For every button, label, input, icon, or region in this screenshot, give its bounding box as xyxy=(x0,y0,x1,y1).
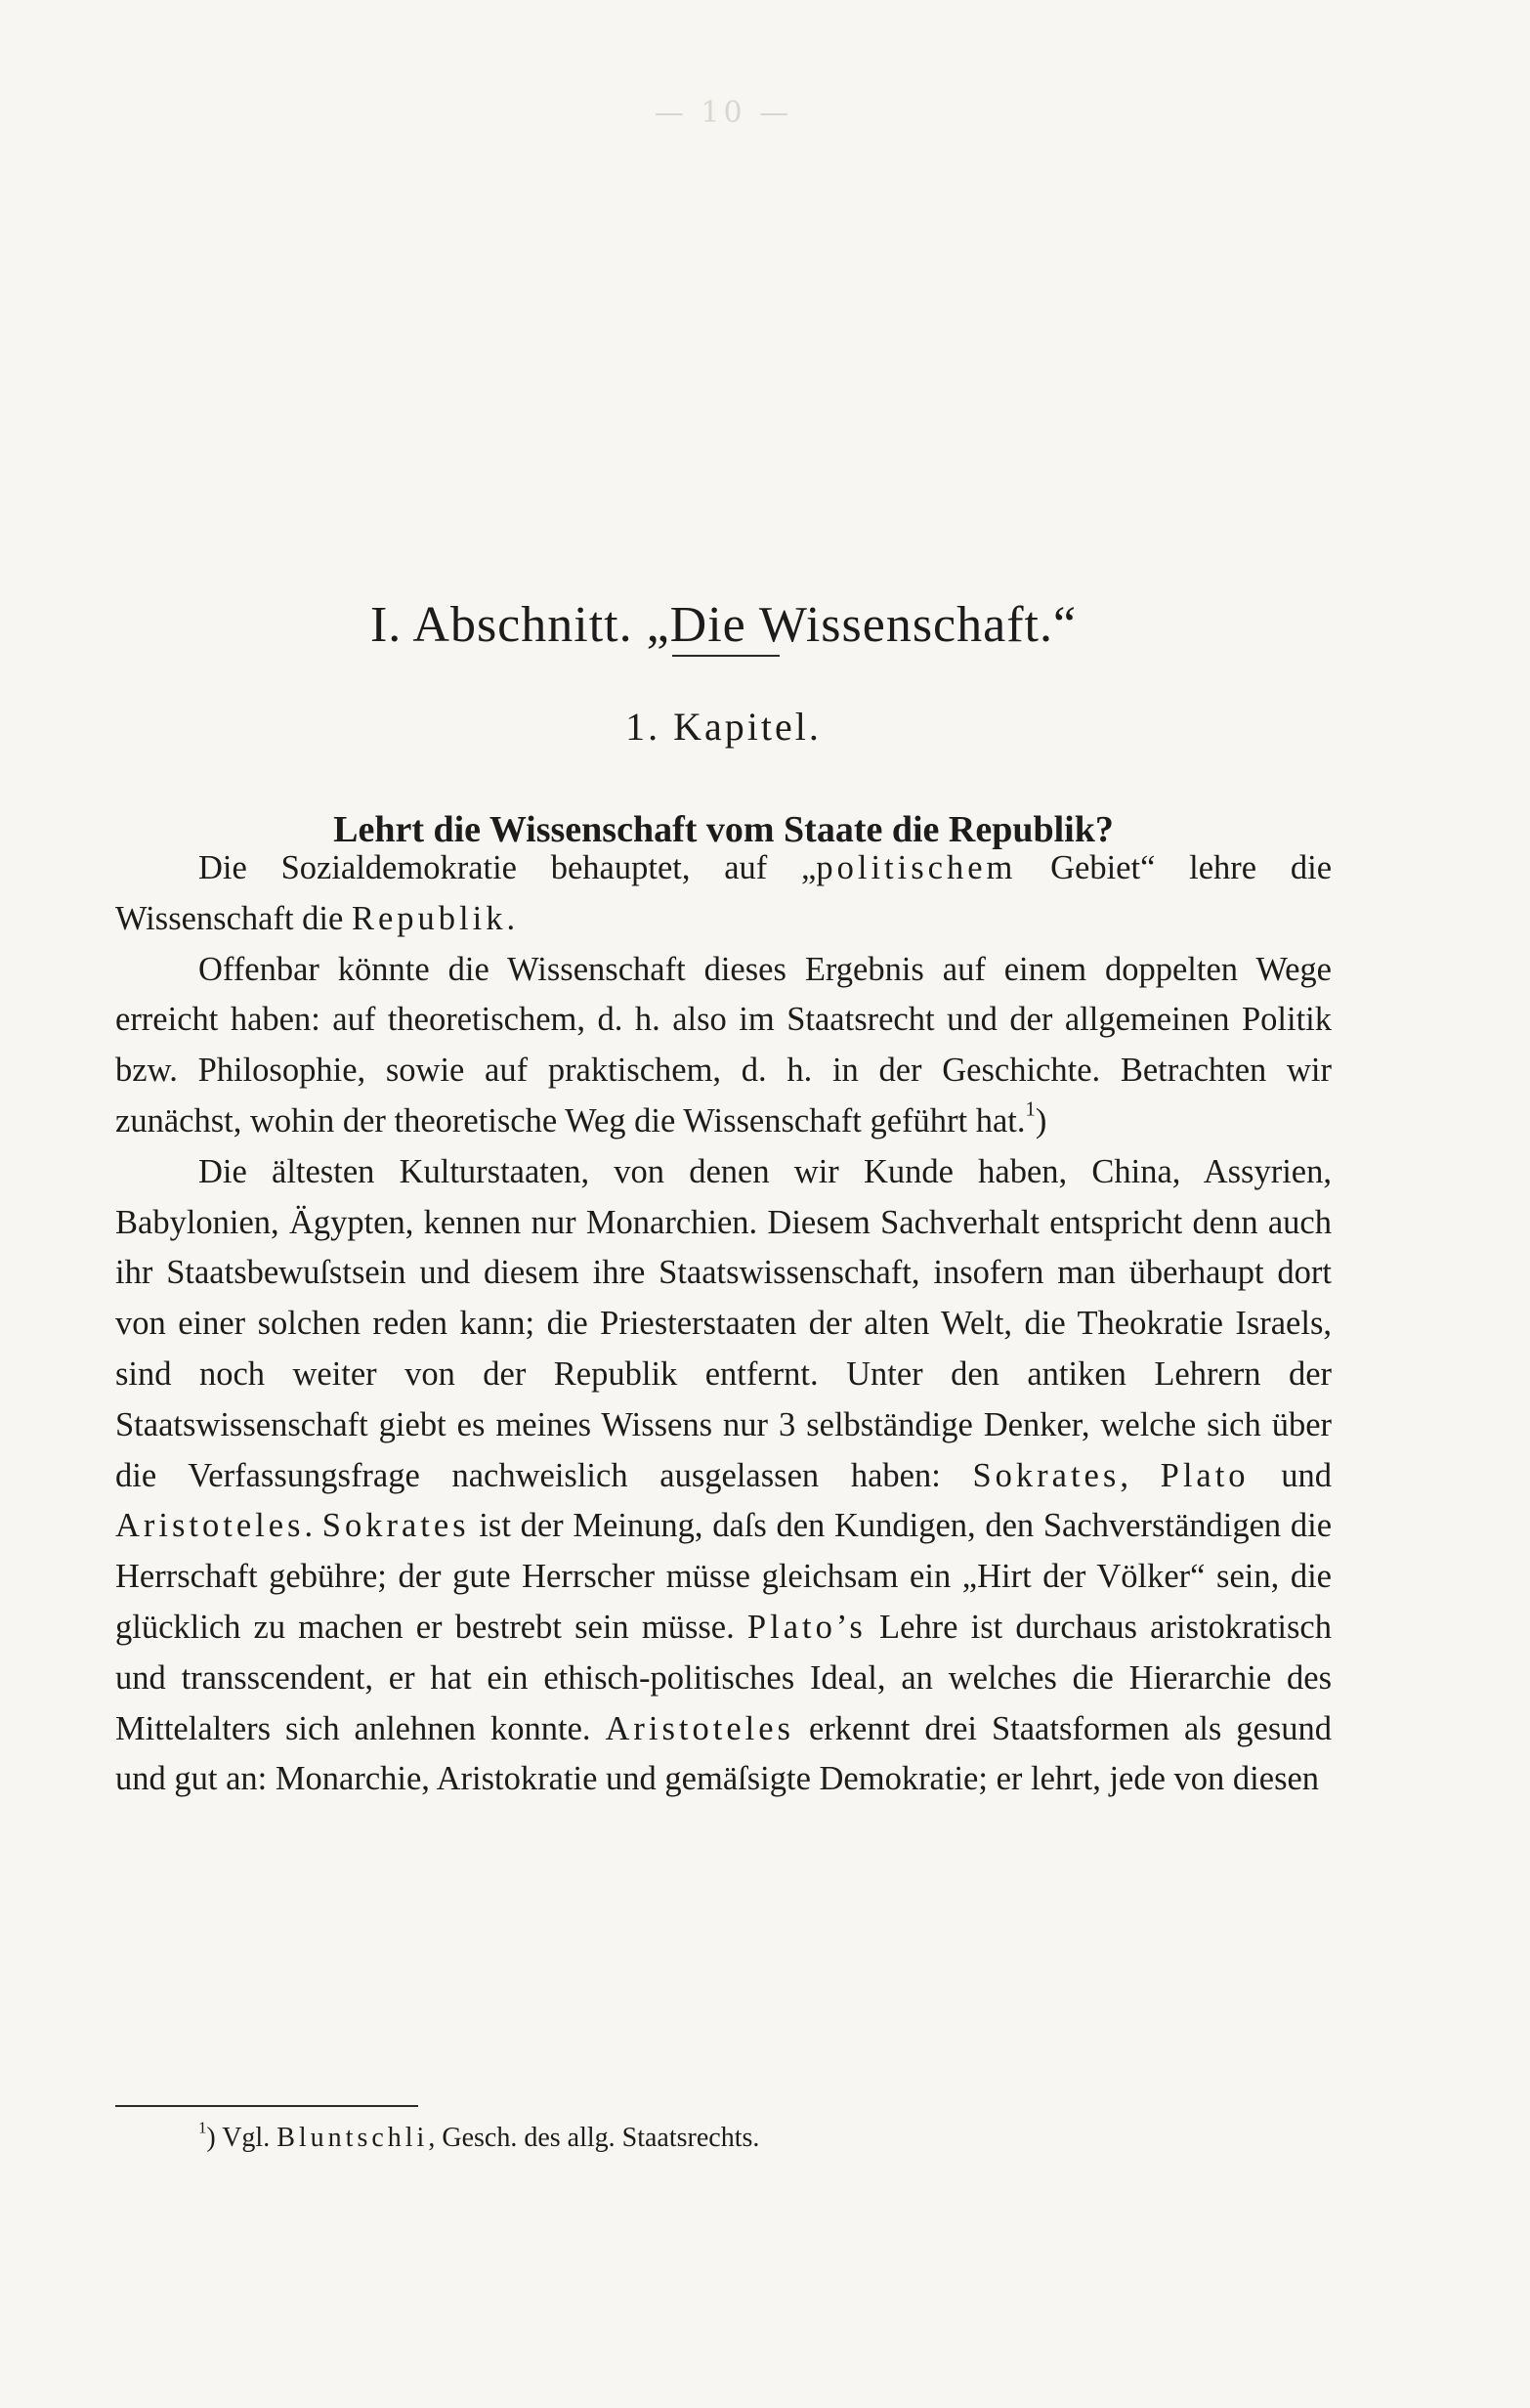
footnote-author: Bluntschli xyxy=(276,2123,429,2153)
text-run: Die ältesten Kulturstaaten, von denen wir Kunde haben, China, Assyrien, Babylonien, Ägypten, kennen nur Monarchien. Diesem Sachverhalt entspricht denn auch ihr Staatsbewuſstsein und diesem ihre Staatswissenschaft, insofern man überhaupt dort von einer solchen reden kann; die Priesterstaaten der alten Welt, die Theokratie Israels, sind noch weiter von der Republik entfernt. Unter den antiken Lehrern der Staatswissenschaft giebt es meines Wissens nur 3 selbständige Denker, welche sich über die Verfassungsfrage nachweislich ausgelassen haben: xyxy=(115,1152,1332,1494)
text-run: Offenbar könnte die Wissenschaft dieses Ergebnis auf einem doppelten Wege erreicht haben: auf theoretischem, d. h. also im Staatsrecht und der allgemeinen Politik bzw. Philosophie, sowie auf praktischem, d. h. in der Geschichte. Betrachten wir zunächst, wohin der theoretische Weg die Wissenschaft geführt hat. xyxy=(115,950,1332,1140)
emphasis-sokrates: Sokrates xyxy=(972,1456,1121,1494)
section-heading: I. Abschnitt. „Die Wissenschaft.“ xyxy=(369,596,1078,653)
emphasis-platos: Plato’s xyxy=(746,1608,867,1646)
text-run: erkennt drei Staatsformen als gesund und gut an: Monarchie, Aristokratie und gemäſsigte Demokratie; er lehrt, jede von diesen xyxy=(115,1709,1332,1798)
document-page xyxy=(115,88,1332,2336)
text-run: . xyxy=(304,1507,322,1545)
text-run: , xyxy=(1120,1456,1161,1494)
paragraph-3 xyxy=(115,1147,1332,1805)
text-run: Lehre ist durchaus aristokratisch und transscendent, er hat ein ethisch-politisches Ideal, an welches die Hierarchie des Mittelalters sich anlehnen konnte. xyxy=(115,1608,1332,1747)
text-run: und xyxy=(1249,1456,1333,1494)
text-run: ) xyxy=(1035,1101,1047,1140)
text-run: ist der Meinung, daſs den Kundigen, den Sachverständigen die Herrschaft gebühre; der gute Herrscher müsse gleichsam ein „Hirt der Völker“ sein, die glücklich zu machen er bestrebt sein müsse. xyxy=(115,1507,1333,1646)
text-run: , Gesch. des allg. Staatsrechts. xyxy=(428,2123,760,2153)
emphasis-politischem: politischem xyxy=(816,849,1017,886)
page-number: — 10 — xyxy=(654,96,793,130)
emphasis-aristoteles: Aristoteles xyxy=(115,1507,305,1545)
text-run: ) Vgl. xyxy=(206,2123,277,2153)
paragraph-2 xyxy=(115,945,1332,1147)
emphasis-plato: Plato xyxy=(1160,1456,1250,1494)
chapter-label: 1. Kapitel. xyxy=(625,705,822,749)
footnote-rule xyxy=(115,2105,418,2107)
emphasis-republik: Republik xyxy=(351,899,507,937)
emphasis-aristoteles-2: Aristoteles xyxy=(605,1709,794,1747)
text-run: . xyxy=(506,899,516,937)
chapter-title: Lehrt die Wissenschaft vom Staate die Republik? xyxy=(333,808,1114,850)
footnote xyxy=(198,2119,759,2158)
emphasis-sokrates-2: Sokrates xyxy=(321,1507,470,1545)
body-text xyxy=(115,843,1332,1805)
text-run: Die Sozialdemokratie behauptet, auf „ xyxy=(198,849,817,886)
paragraph-1 xyxy=(115,843,1332,945)
footnote-ref: 1 xyxy=(1025,1098,1036,1121)
heading-rule xyxy=(672,655,780,657)
text-run: Gebiet“ lehre die Wissenschaft die xyxy=(115,849,1333,937)
footnote-marker: 1 xyxy=(198,2118,207,2137)
